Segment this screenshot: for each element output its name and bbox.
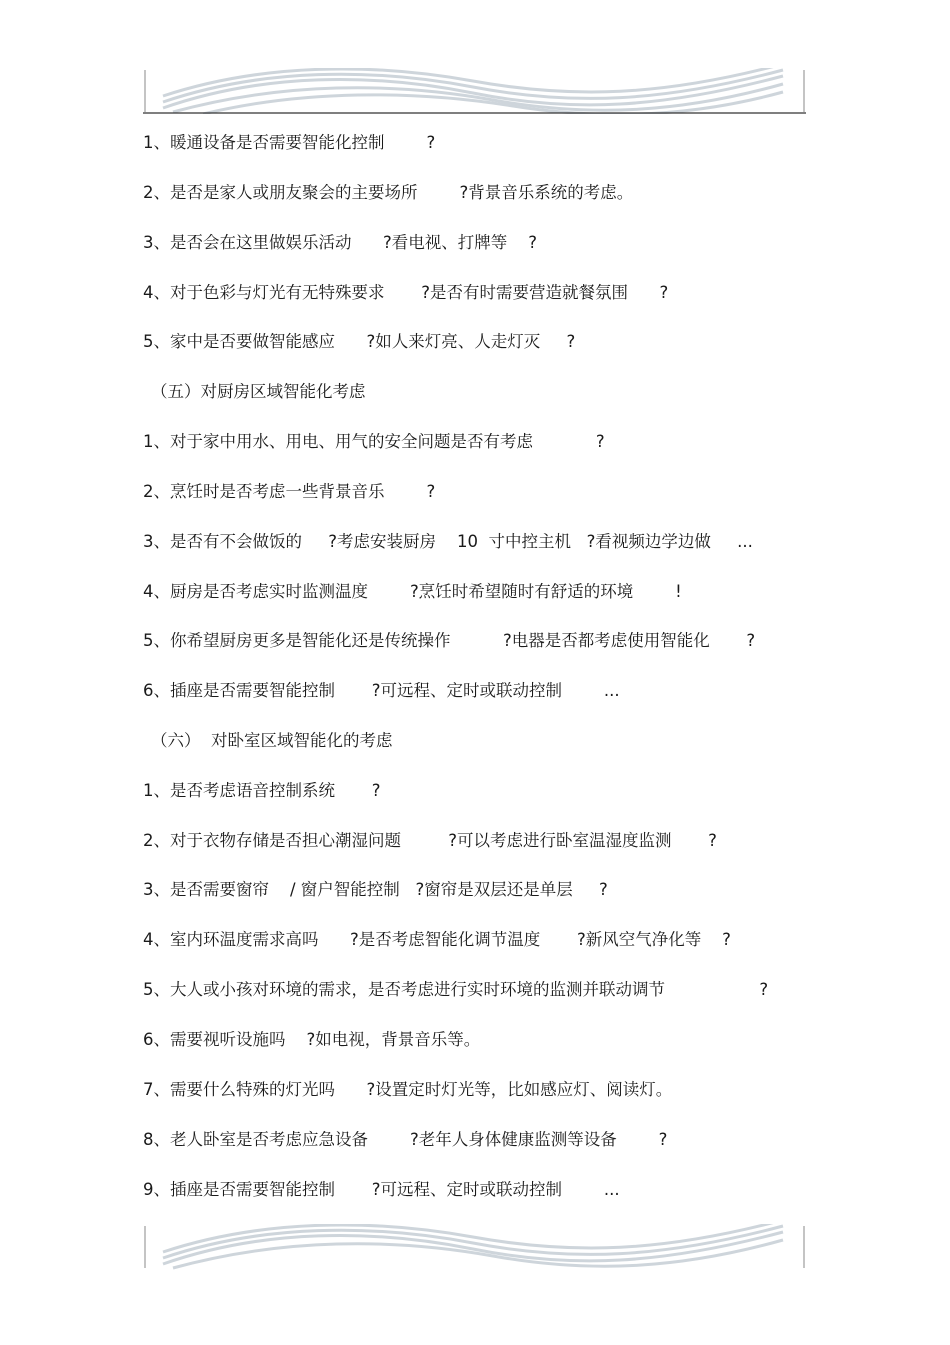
section-heading: （六） 对卧室区域智能化的考虑 <box>151 731 393 750</box>
list-item: 5、你希望厨房更多是智能化还是传统操作 ?电器是否都考虑使用智能化 ? <box>143 631 756 650</box>
list-item: 8、老人卧室是否考虑应急设备 ?老年人身体健康监测等设备 ? <box>143 1130 668 1149</box>
wave-pattern <box>163 68 783 114</box>
list-item: 2、烹饪时是否考虑一些背景音乐 ? <box>143 482 436 501</box>
list-item: 1、是否考虑语音控制系统 ? <box>143 781 381 800</box>
list-item: 3、是否会在这里做娱乐活动 ?看电视、打牌等 ? <box>143 233 537 252</box>
list-item: 2、对于衣物存储是否担心潮湿问题 ?可以考虑进行卧室温湿度监测 ? <box>143 831 717 850</box>
list-item: 4、对于色彩与灯光有无特殊要求 ?是否有时需要营造就餐氛围 ? <box>143 283 669 302</box>
footer-banner <box>143 1224 806 1270</box>
section-heading: （五）对厨房区域智能化考虑 <box>151 382 366 401</box>
list-item: 4、厨房是否考虑实时监测温度 ?烹饪时希望随时有舒适的环境 ! <box>143 582 682 601</box>
list-item: 9、插座是否需要智能控制 ?可远程、定时或联动控制 ... <box>143 1180 620 1199</box>
list-item: 2、是否是家人或朋友聚会的主要场所 ?背景音乐系统的考虑。 <box>143 183 634 202</box>
list-item: 1、暖通设备是否需要智能化控制 ? <box>143 133 436 152</box>
list-item: 5、家中是否要做智能感应 ?如人来灯亮、人走灯灭 ? <box>143 332 576 351</box>
list-item: 6、需要视听设施吗 ?如电视，背景音乐等。 <box>143 1030 481 1049</box>
list-item: 1、对于家中用水、用电、用气的安全问题是否有考虑 ? <box>143 432 605 451</box>
header-banner <box>143 68 806 114</box>
wave-pattern <box>163 1224 783 1268</box>
list-item: 3、是否需要窗帘 / 窗户智能控制 ?窗帘是双层还是单层 ? <box>143 880 608 899</box>
list-item: 7、需要什么特殊的灯光吗 ?设置定时灯光等，比如感应灯、阅读灯。 <box>143 1080 673 1099</box>
list-item: 6、插座是否需要智能控制 ?可远程、定时或联动控制 ... <box>143 681 620 700</box>
list-item: 3、是否有不会做饭的 ?考虑安装厨房 10 寸中控主机 ?看视频边学边做 ... <box>143 532 753 551</box>
list-item: 5、大人或小孩对环境的需求，是否考虑进行实时环境的监测并联动调节 ? <box>143 980 769 999</box>
list-item: 4、室内环温度需求高吗 ?是否考虑智能化调节温度 ?新风空气净化等 ? <box>143 930 731 949</box>
